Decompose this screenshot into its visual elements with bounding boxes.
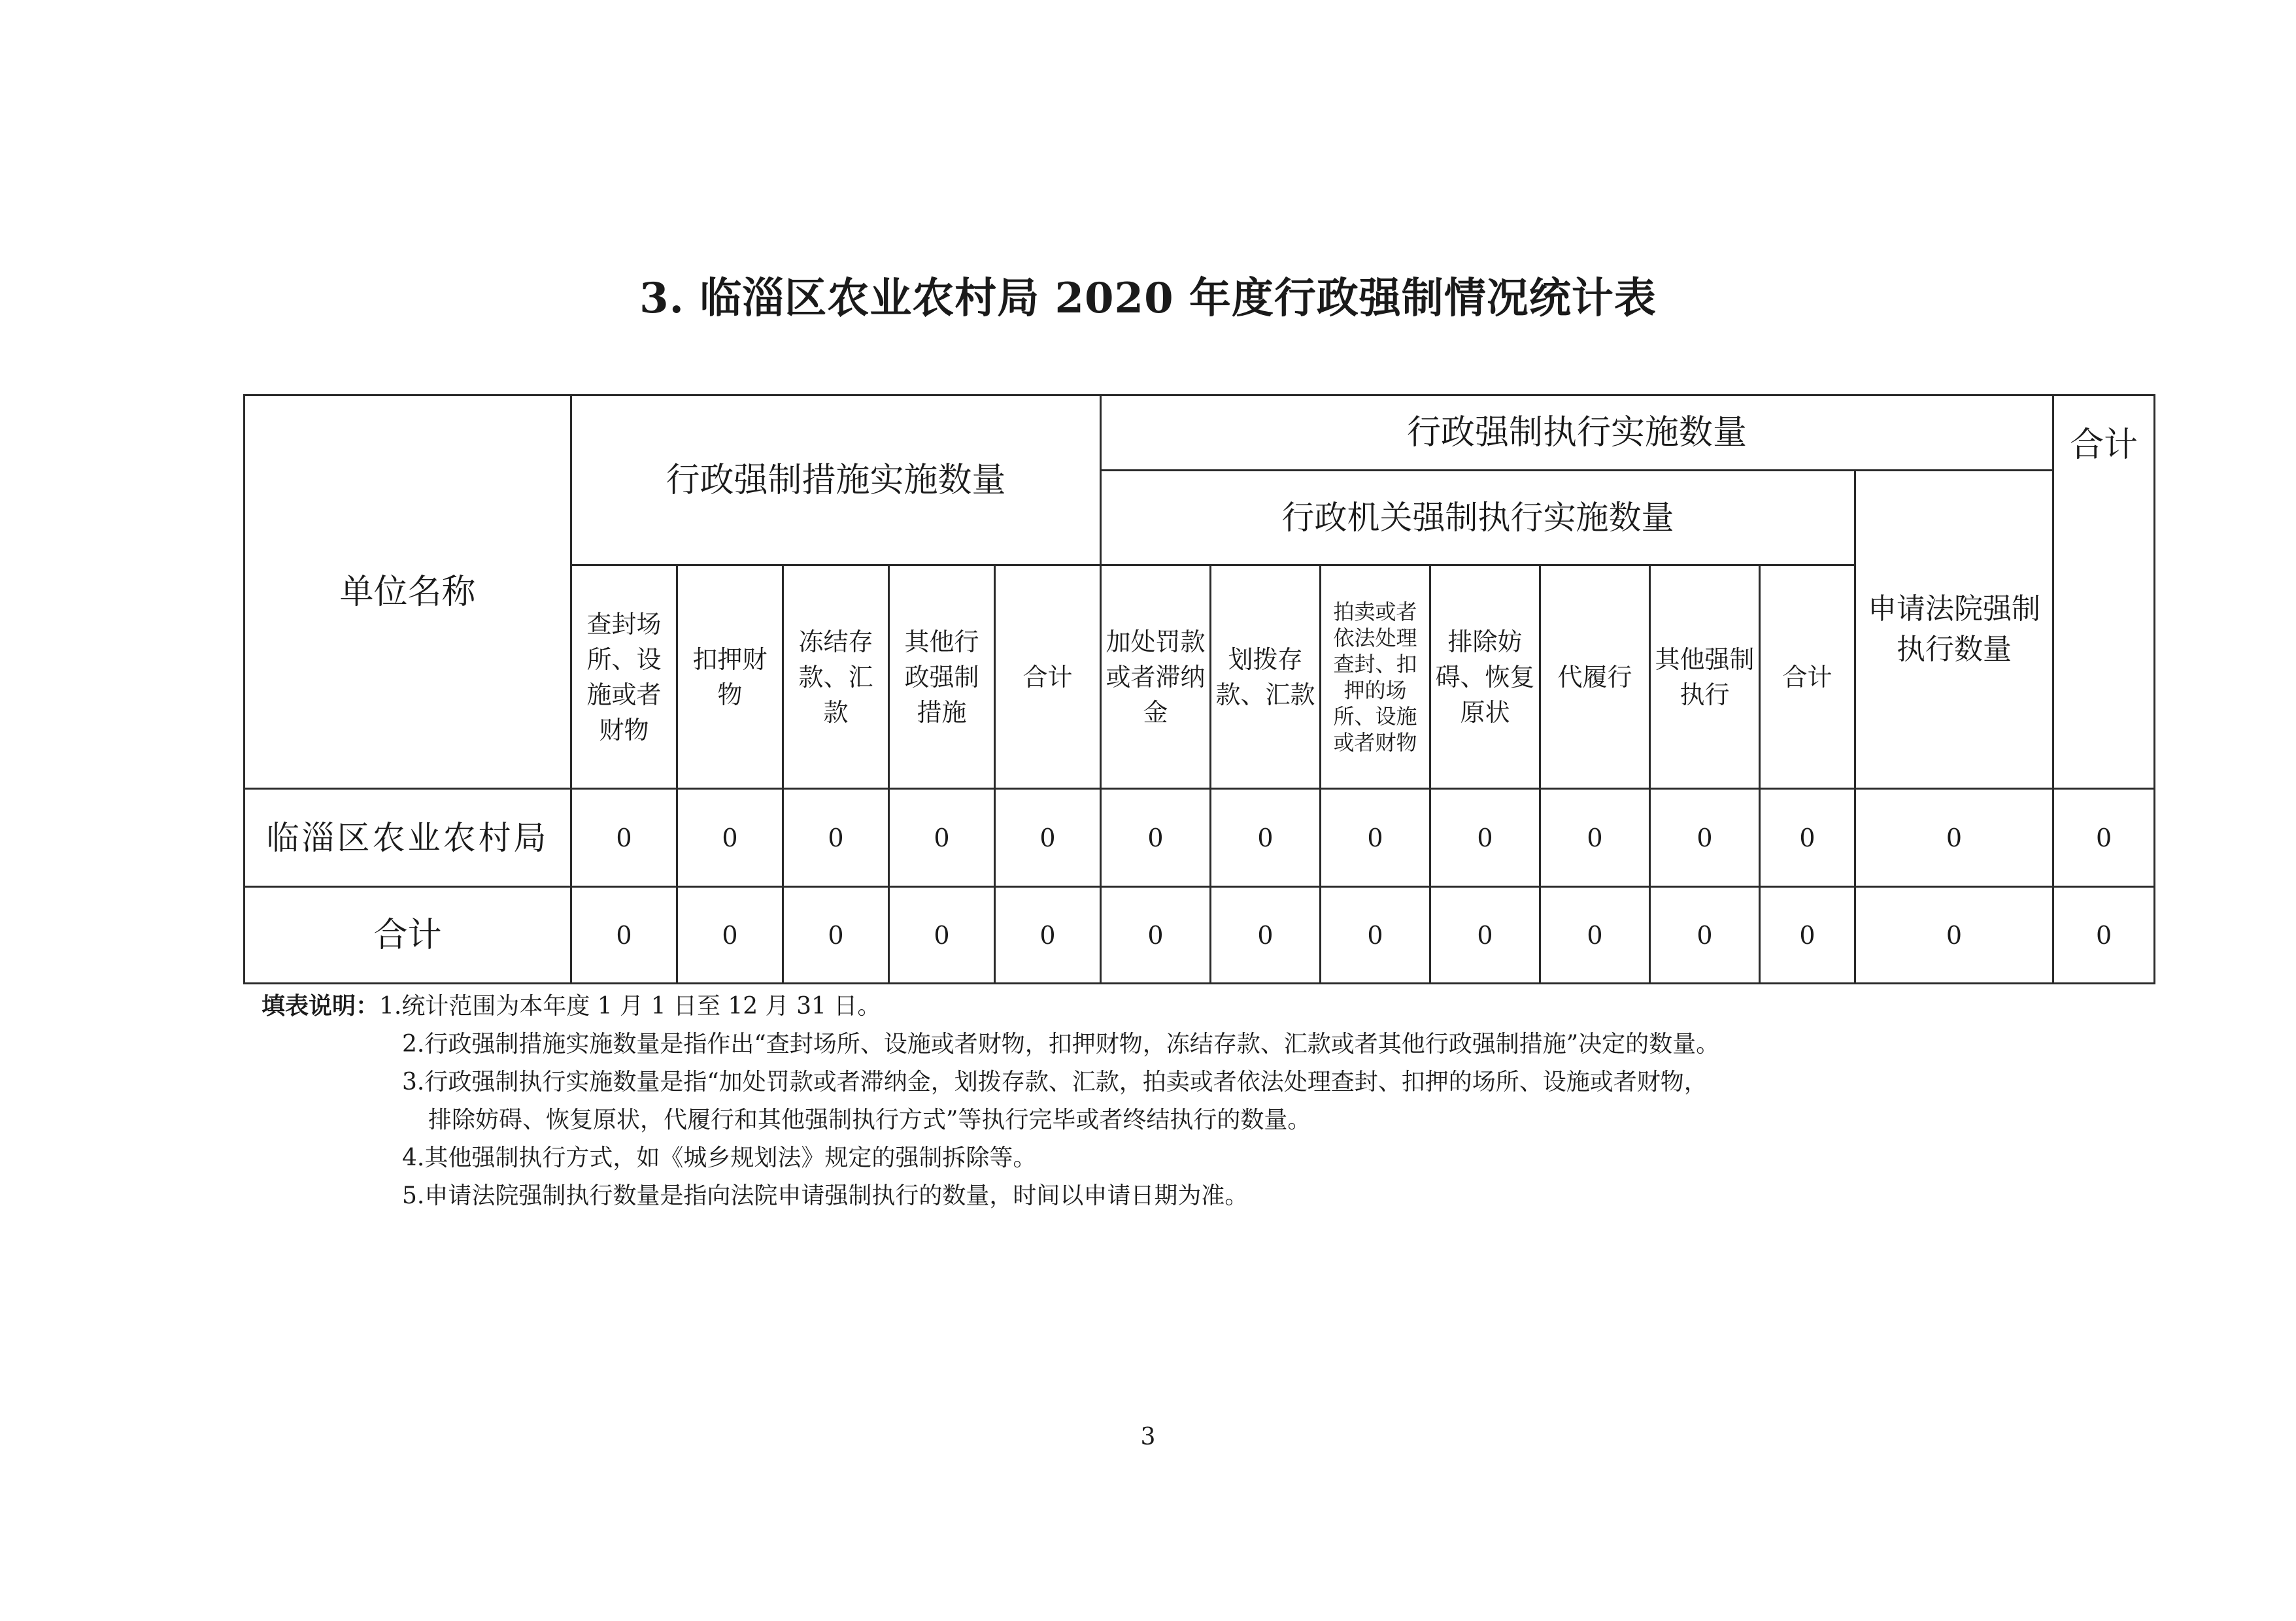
cell-value: 0 [1321,789,1430,887]
row-total-label: 合计 [245,887,571,984]
cell-value: 0 [889,887,995,984]
cell-value: 0 [571,887,677,984]
col-auction-property: 拍卖或者依法处理查封、扣押的场所、设施或者财物 [1321,565,1430,789]
unit-name-header: 单位名称 [245,395,571,789]
cell-value: 0 [677,887,783,984]
cell-value: 0 [1540,789,1650,887]
measures-header: 行政强制措施实施数量 [571,395,1101,565]
note-item: 2.行政强制措施实施数量是指作出“查封场所、设施或者财物，扣押财物，冻结存款、汇款或者其他行政强制措施”决定的数量。 [402,1031,1720,1058]
cell-value: 0 [2053,887,2155,984]
notes-lead: 填表说明： [262,992,380,1020]
cell-value: 0 [1211,789,1321,887]
admin-execution-header: 行政机关强制执行实施数量 [1101,471,1855,565]
row-unit-name: 临淄区农业农村局 [245,789,571,887]
col-other-measures: 其他行政强制措施 [889,565,995,789]
cell-value: 0 [889,789,995,887]
cell-value: 0 [1101,789,1211,887]
note-item: 5.申请法院强制执行数量是指向法院申请强制执行的数量，时间以申请日期为准。 [402,1182,1249,1209]
cell-value: 0 [783,789,889,887]
page-number: 3 [1140,1424,1156,1450]
cell-value: 0 [571,789,677,887]
col-admin-total: 合计 [1760,565,1855,789]
table-row [245,789,2155,887]
cell-value: 0 [1855,887,2053,984]
cell-value: 0 [1101,887,1211,984]
col-late-penalty: 加处罚款或者滞纳金 [1101,565,1211,789]
cell-value: 0 [1760,887,1855,984]
cell-value: 0 [677,789,783,887]
col-remove-obstruction: 排除妨碍、恢复原状 [1430,565,1540,789]
note-item: 4.其他强制执行方式，如《城乡规划法》规定的强制拆除等。 [402,1145,1037,1171]
col-freeze-deposits: 冻结存款、汇款 [783,565,889,789]
col-seal-premises: 查封场所、设施或者财物 [571,565,677,789]
cell-value: 0 [995,887,1101,984]
table-notes [262,987,1719,1215]
col-seize-property: 扣押财物 [677,565,783,789]
col-other-execution: 其他强制执行 [1650,565,1760,789]
cell-value: 0 [2053,789,2155,887]
cell-value: 0 [1855,789,2053,887]
grand-total-header: 合计 [2053,395,2155,789]
court-execution-header: 申请法院强制执行数量 [1855,471,2053,789]
cell-value: 0 [1211,887,1321,984]
cell-value: 0 [1540,887,1650,984]
statistics-table [243,394,2155,984]
note-item: 填表说明：1.统计范围为本年度 1 月 1 日至 12 月 31 日。 [262,992,881,1020]
note-item: 3.行政强制执行实施数量是指“加处罚款或者滞纳金，划拨存款、汇款，拍卖或者依法处理查封、扣押的场所、设施或者财物， [402,1069,1708,1095]
cell-value: 0 [1430,887,1540,984]
cell-value: 0 [995,789,1101,887]
table-row [245,887,2155,984]
cell-value: 0 [1321,887,1430,984]
cell-value: 0 [1650,789,1760,887]
col-transfer-deposits: 划拨存款、汇款 [1211,565,1321,789]
col-substitute-performance: 代履行 [1540,565,1650,789]
cell-value: 0 [1650,887,1760,984]
note-item: 排除妨碍、恢复原状，代履行和其他强制执行方式”等执行完毕或者终结执行的数量。 [428,1107,1311,1133]
page-title: 3. 临淄区农业农村局 2020 年度行政强制情况统计表 [639,274,1657,323]
execution-header: 行政强制执行实施数量 [1101,395,2053,471]
cell-value: 0 [1760,789,1855,887]
cell-value: 0 [1430,789,1540,887]
col-measures-total: 合计 [995,565,1101,789]
cell-value: 0 [783,887,889,984]
